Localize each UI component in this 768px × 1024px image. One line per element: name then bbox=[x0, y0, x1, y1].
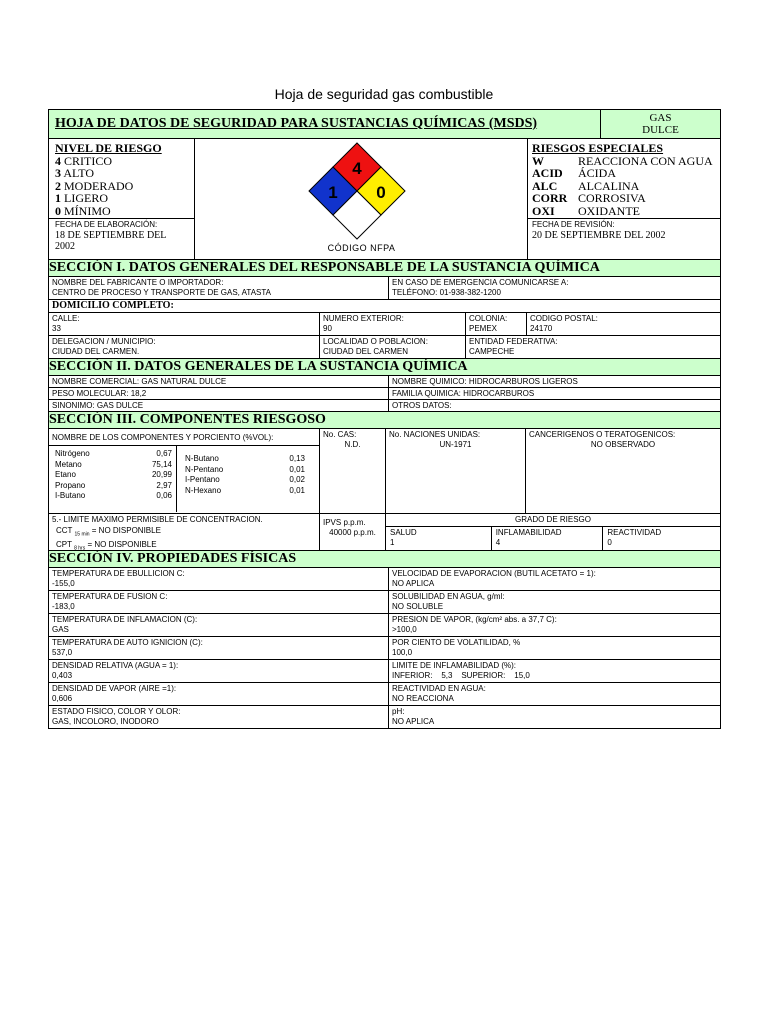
ext-number-cell bbox=[319, 313, 465, 335]
property-value: 0,606 bbox=[52, 694, 73, 703]
emergency-cell bbox=[388, 277, 720, 299]
section-3-title: SECCIÓN III. COMPONENTES RIESGOSO bbox=[49, 411, 720, 428]
risk-level-cell bbox=[49, 139, 194, 259]
cpt-line: CPT $_{8 hrs}$ = NO DISPONIBLE bbox=[56, 539, 157, 550]
property-row bbox=[49, 705, 720, 728]
risk-row bbox=[49, 138, 720, 259]
carcinogen-cell bbox=[525, 429, 720, 513]
flammability-grade-label: INFLAMABILIDAD bbox=[495, 528, 562, 537]
risk-grade-label: GRADO DE RIESGO bbox=[386, 514, 720, 527]
property-label: TEMPERATURA DE FUSION C: bbox=[52, 592, 168, 601]
health-grade bbox=[386, 527, 492, 550]
property-row bbox=[49, 636, 720, 659]
nfpa-caption: CÓDIGO NFPA bbox=[327, 243, 396, 253]
component-item: I-Pentano 0,02 bbox=[185, 475, 305, 484]
colonia-cell bbox=[465, 313, 526, 335]
msds-sheet bbox=[48, 109, 721, 729]
property-label: ESTADO FISICO, COLOR Y OLOR: bbox=[52, 707, 181, 716]
risk-level-item: 3 ALTO bbox=[55, 166, 95, 180]
health-grade-label: SALUD bbox=[390, 528, 417, 537]
reactivity-grade-label: REACTIVIDAD bbox=[607, 528, 662, 537]
postal-code-label: CODIGO POSTAL: bbox=[530, 314, 598, 323]
components-label: NOMBRE DE LOS COMPONENTES Y PORCIENTO (%VOL): bbox=[49, 429, 319, 446]
chemical-family: FAMILIA QUIMICA: HIDROCARBUROS bbox=[388, 388, 720, 399]
state-cell bbox=[465, 336, 720, 358]
cas-label: No. CAS: bbox=[323, 430, 357, 439]
nfpa-health-value: 1 bbox=[328, 183, 338, 202]
component-item: Nitrógeno 0,67 bbox=[55, 449, 172, 458]
special-risk-code: ACID bbox=[532, 166, 563, 180]
special-risk-code: ALC bbox=[532, 178, 558, 193]
special-risk-desc: CORROSIVA bbox=[578, 191, 646, 205]
special-risk-desc: ÁCIDA bbox=[578, 166, 616, 180]
component-item: N-Hexano 0,01 bbox=[185, 485, 305, 495]
ext-number-value: 90 bbox=[323, 324, 332, 333]
property-label: VELOCIDAD DE EVAPORACION (BUTIL ACETATO = 1): bbox=[392, 569, 596, 578]
property-label: PRESION DE VAPOR, (kg/cm² abs. a 37,7 C): bbox=[392, 615, 557, 624]
revision-date bbox=[528, 218, 720, 242]
carcinogen-label: CANCERIGENOS O TERATOGENICOS: bbox=[529, 430, 676, 439]
property-value: NO APLICA bbox=[392, 717, 435, 726]
component-item: Etano 20,99 bbox=[55, 470, 172, 479]
property-label: DENSIDAD DE VAPOR (AIRE =1): bbox=[52, 684, 177, 693]
special-risk-code: CORR bbox=[532, 191, 568, 205]
street-value: 33 bbox=[52, 324, 61, 333]
flammability-grade bbox=[492, 527, 604, 550]
special-risk-desc: REACCIONA CON AGUA bbox=[578, 153, 713, 168]
risk-grade-cell bbox=[385, 514, 720, 550]
risk-level-item: 4 CRITICO bbox=[55, 153, 112, 168]
locality-label: LOCALIDAD O POBLACION: bbox=[323, 337, 428, 346]
special-risks-title: RIESGOS ESPECIALES bbox=[532, 141, 664, 155]
street-cell bbox=[49, 313, 319, 335]
nfpa-diamond-icon bbox=[307, 141, 407, 245]
revision-date-value: 20 DE SEPTIEMBRE DEL 2002 bbox=[532, 230, 666, 241]
risk-level-item: 2 MODERADO bbox=[55, 178, 134, 193]
special-risk-desc: ALCALINA bbox=[578, 178, 640, 193]
address-heading: DOMICILIO COMPLETO: bbox=[52, 300, 174, 311]
component-item: Propano 2,97 bbox=[55, 480, 172, 490]
property-value: -183,0 bbox=[52, 602, 75, 611]
property-label: LIMITE DE INFLAMABILIDAD (%): bbox=[392, 661, 517, 670]
component-item: Metano 75,14 bbox=[55, 459, 172, 469]
colonia-label: COLONIA: bbox=[469, 314, 508, 323]
component-item: N-Pentano 0,01 bbox=[185, 464, 305, 474]
un-number-label: No. NACIONES UNIDAS: bbox=[389, 430, 481, 439]
elaboration-date-label: FECHA DE ELABORACIÓN: bbox=[55, 220, 158, 229]
risk-level-list bbox=[55, 155, 188, 218]
risk-level-title: NIVEL DE RIESGO bbox=[55, 141, 162, 155]
property-row bbox=[49, 682, 720, 705]
property-value: 100,0 bbox=[392, 648, 413, 657]
address-row-1 bbox=[49, 312, 720, 335]
postal-code-cell bbox=[526, 313, 720, 335]
components-cell bbox=[49, 429, 319, 513]
emergency-value: TELÉFONO: 01-938-382-1200 bbox=[392, 288, 501, 297]
elaboration-date-value: 18 DE SEPTIEMBRE DEL 2002 bbox=[55, 230, 167, 252]
property-label: DENSIDAD RELATIVA (AGUA = 1): bbox=[52, 661, 179, 670]
substance-row-3 bbox=[49, 399, 720, 411]
special-risks-cell bbox=[527, 139, 720, 259]
ipvs-value: 40000 p.p.m. bbox=[329, 528, 376, 537]
property-row bbox=[49, 659, 720, 682]
molecular-weight: PESO MOLECULAR: 18,2 bbox=[52, 389, 147, 398]
property-label: TEMPERATURA DE EBULLICION C: bbox=[52, 569, 185, 578]
property-label: TEMPERATURA DE AUTO IGNICION (C): bbox=[52, 638, 203, 647]
ext-number-label: NUMERO EXTERIOR: bbox=[323, 314, 404, 323]
component-item: I-Butano 0,06 bbox=[55, 491, 172, 500]
exposure-limit-label: 5.- LIMITE MAXIMO PERMISIBLE DE CONCENTRACION. bbox=[52, 515, 263, 524]
locality-cell bbox=[319, 336, 465, 358]
property-label: TEMPERATURA DE INFLAMACION (C): bbox=[52, 615, 198, 624]
revision-date-label: FECHA DE REVISIÓN: bbox=[532, 220, 615, 229]
substance-tag-line1: GAS bbox=[649, 112, 672, 124]
chemical-name: NOMBRE QUIMICO: HIDROCARBUROS LIGEROS bbox=[388, 376, 720, 387]
exposure-limit-cell bbox=[49, 514, 319, 550]
municipality-label: DELEGACION / MUNICIPIO: bbox=[52, 337, 156, 346]
property-row bbox=[49, 613, 720, 636]
property-value: GAS, INCOLORO, INODORO bbox=[52, 717, 159, 726]
substance-tag-line2: DULCE bbox=[642, 124, 679, 136]
nfpa-flammability-value: 4 bbox=[352, 159, 362, 178]
components-row bbox=[49, 428, 720, 513]
reactivity-grade-value: 0 bbox=[607, 538, 612, 547]
property-value: INFERIOR: 5,3 SUPERIOR: 15,0 bbox=[392, 671, 530, 680]
ipvs-label: IPVS p.p.m. bbox=[323, 518, 366, 527]
property-value: GAS bbox=[52, 625, 69, 634]
state-value: CAMPECHE bbox=[469, 347, 515, 356]
carcinogen-value: NO OBSERVADO bbox=[590, 440, 656, 449]
property-value: 0,403 bbox=[52, 671, 73, 680]
colonia-value: PEMEX bbox=[469, 324, 498, 333]
nfpa-cell bbox=[194, 139, 527, 259]
section-1-title: SECCIÓN I. DATOS GENERALES DEL RESPONSABLE DE LA SUSTANCIA QUÍMICA bbox=[49, 259, 720, 276]
risk-level-item: 1 LIGERO bbox=[55, 191, 108, 205]
flammability-grade-value: 4 bbox=[495, 538, 501, 547]
property-value: NO APLICA bbox=[392, 579, 435, 588]
address-row-2 bbox=[49, 335, 720, 358]
special-risks-list bbox=[532, 155, 716, 218]
postal-code-value: 24170 bbox=[530, 324, 553, 333]
state-label: ENTIDAD FEDERATIVA: bbox=[469, 337, 558, 346]
component-item: N-Butano 0,13 bbox=[185, 454, 305, 463]
cas-cell bbox=[319, 429, 385, 513]
locality-value: CIUDAD DEL CARMEN bbox=[323, 347, 409, 356]
substance-row-1 bbox=[49, 375, 720, 387]
header-row bbox=[49, 110, 720, 138]
address-heading-row bbox=[49, 299, 720, 312]
maker-cell bbox=[49, 277, 388, 299]
section-4-title: SECCIÓN IV. PROPIEDADES FÍSICAS bbox=[49, 550, 720, 567]
property-label: SOLUBILIDAD EN AGUA, g/ml: bbox=[392, 592, 505, 601]
risk-level-item: 0 MÍNIMO bbox=[55, 203, 111, 218]
cas-value: N.D. bbox=[344, 440, 361, 449]
maker-row bbox=[49, 276, 720, 299]
health-grade-value: 1 bbox=[390, 538, 395, 547]
special-risk-code: W bbox=[532, 153, 544, 168]
document-title: Hoja de seguridad gas combustible bbox=[274, 86, 494, 102]
municipality-value: CIUDAD DEL CARMEN. bbox=[52, 347, 140, 356]
special-risk-desc: OXIDANTE bbox=[578, 203, 640, 218]
substance-tag bbox=[600, 110, 720, 138]
property-label: POR CIENTO DE VOLATILIDAD, % bbox=[392, 638, 521, 647]
section-2-title: SECCIÓN II. DATOS GENERALES DE LA SUSTANCIA QUÍMICA bbox=[49, 358, 720, 375]
property-value: NO REACCIONA bbox=[392, 694, 454, 703]
ipvs-cell bbox=[319, 514, 385, 550]
street-label: CALLE: bbox=[52, 314, 80, 323]
elaboration-date bbox=[49, 218, 194, 253]
property-row bbox=[49, 590, 720, 613]
maker-value: CENTRO DE PROCESO Y TRANSPORTE DE GAS, ATASTA bbox=[52, 288, 272, 297]
components-list-left bbox=[49, 446, 177, 512]
property-row bbox=[49, 567, 720, 590]
synonym: SINONIMO: GAS DULCE bbox=[52, 401, 144, 410]
un-number-value: UN-1971 bbox=[439, 440, 472, 449]
sheet-heading: HOJA DE DATOS DE SEGURIDAD PARA SUSTANCIAS QUÍMICAS (MSDS) bbox=[55, 116, 538, 131]
physical-properties bbox=[49, 567, 720, 728]
other-data: OTROS DATOS: bbox=[388, 400, 720, 411]
commercial-name: NOMBRE COMERCIAL: GAS NATURAL DULCE bbox=[52, 377, 227, 386]
nfpa-reactivity-value: 0 bbox=[376, 183, 386, 202]
maker-label: NOMBRE DEL FABRICANTE O IMPORTADOR: bbox=[52, 278, 224, 287]
limits-row bbox=[49, 513, 720, 550]
components-list-right bbox=[177, 446, 319, 512]
municipality-cell bbox=[49, 336, 319, 358]
substance-row-2 bbox=[49, 387, 720, 399]
property-label: REACTIVIDAD EN AGUA: bbox=[392, 684, 486, 693]
property-value: 537,0 bbox=[52, 648, 73, 657]
reactivity-grade bbox=[603, 527, 720, 550]
property-value: -155,0 bbox=[52, 579, 75, 588]
emergency-label: EN CASO DE EMERGENCIA COMUNICARSE A: bbox=[392, 278, 569, 287]
un-number-cell bbox=[385, 429, 525, 513]
cct-line: CCT $_{15 min}$ = NO DISPONIBLE bbox=[56, 526, 161, 538]
property-value: NO SOLUBLE bbox=[392, 602, 444, 611]
property-value: >100,0 bbox=[392, 625, 417, 634]
special-risk-code: OXI bbox=[532, 203, 555, 218]
property-label: pH: bbox=[392, 707, 405, 716]
